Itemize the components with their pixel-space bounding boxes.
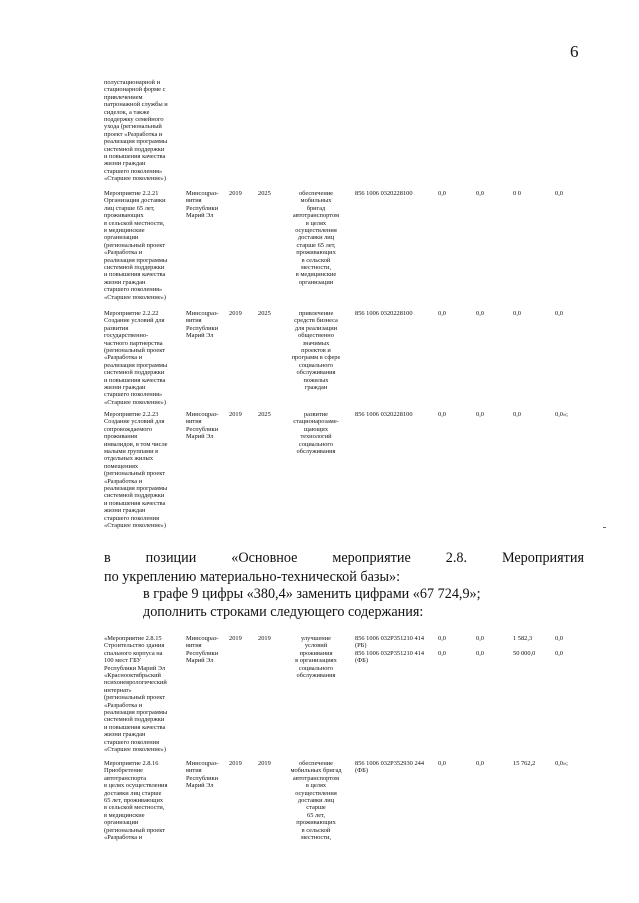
value-col7: 0,0 [438,190,446,197]
paragraph: дополнить строками следующего содержания: [143,604,424,620]
value-col8: 0,0 [476,310,484,317]
activity-description: полустационарной и стационарной форме с привлечением патронажной службы и сиделок, а также поддержку семейного ухода (региональный проект «Разработка и реализация программы системной поддержки и повышения качества жизни граждан старшего поколения» «Старшее поколение») [104,79,168,183]
responsible-executor: Минсоцраз- вития Республики Марий Эл [186,760,219,790]
responsible-executor: Минсоцраз- вития Республики Марий Эл [186,635,219,665]
start-year: 2019 [229,310,242,317]
value-col7: 0,0 [438,760,446,767]
value-col10: 0,0 0,0 [555,635,563,657]
value-col10: 0,0»; [555,760,568,767]
value-col7: 0,0 [438,411,446,418]
budget-code: 856 1006 032P351210 414 (РБ) 856 1006 032P351210 414 (ФБ) [355,635,425,665]
responsible-executor: Минсоцраз- вития Республики Марий Эл [186,310,219,340]
value-col9: 0 0 [513,190,521,197]
value-col7: 0,0 [438,310,446,317]
activity-description: Мероприятие 2.2.22 Создание условий для развития государственно- частного партнерства (региональный проект «Разработка и реализация программы системной поддержки и повышения качества жизни граждан старшего поколения» «Старшее поколение») [104,310,168,406]
value-col8: 0,0 [476,760,484,767]
start-year: 2019 [229,190,242,197]
expected-result: улучшение условий проживания в организациях социального обслуживания [295,635,337,680]
responsible-executor: Минсоцраз- вития Республики Марий Эл [186,190,219,220]
start-year: 2019 [229,411,242,418]
budget-code: 856 1006 0320228100 [355,310,413,317]
paragraph: в позиции «Основное мероприятие 2.8. Мероприятия [104,550,584,566]
value-col8: 0,0 [476,190,484,197]
activity-description: Мероприятие 2.8.16 Приобретение автотранспорта в целях осуществления доставки лиц старше 65 лет, проживающих в сельской местности, в медицинские организации (региональный проект «Разработка и [104,760,168,842]
budget-code: 856 1006 032P352930 244 (ФБ) [355,760,425,775]
value-col8: 0,0 [476,411,484,418]
expected-result: привлечение средств бизнеса для реализации общественно значимых проектов и программ в сфере социального обслуживания пожилых граждан [291,310,341,392]
page-number: 6 [570,42,579,61]
value-col7: 0,0 0,0 [438,635,446,657]
value-col10: 0,0 [555,310,563,317]
expected-result: обеспечение мобильных бригад автотранспортом в целях осуществления доставки лиц старше 65 лет, проживающих в сельской местности, в медицинские организации [292,190,340,286]
value-col8: 0,0 0,0 [476,635,484,657]
expected-result: обеспечение мобильных бригад автотранспортом в целях осуществления доставки лиц старше 65 лет, проживающих в сельской местности, [290,760,342,842]
end-year: 2019 [258,635,271,642]
value-col9: 0,0 [513,411,521,418]
value-col10: 0,0»; [555,411,568,418]
expected-result: развитие стационарозаме- щающих технологий социального обслуживания [293,411,339,456]
end-year: 2025 [258,310,271,317]
end-year: 2019 [258,760,271,767]
value-col9: 15 762,2 [513,760,536,767]
activity-description: «Мероприятие 2.8.15 Строительство здания спального корпуса на 100 мест ГБУ Республики Марий Эл «Краснооктябрьский психоневрологический интернат» (региональный проект «Разработка и реализация программы системной поддержки и повышения качества жизни граждан старшего поколения «Старшее поколение») [104,635,168,754]
start-year: 2019 [229,635,242,642]
budget-code: 856 1006 0320228100 [355,411,413,418]
value-col10: 0,0 [555,190,563,197]
paragraph: в графе 9 цифры «380,4» заменить цифрами «67 724,9»; [143,586,481,602]
value-col9: 0,0 [513,310,521,317]
scan-mark [603,527,606,528]
end-year: 2025 [258,411,271,418]
activity-description: Мероприятие 2.2.23 Создание условий для сопровождаемого проживания инвалидов, в том числе малыми группами в отдельных жилых помещениях (региональный проект «Разработка и реализация программы системной поддержки и повышения качества жизни граждан старшего поколения «Старшее поколение») [104,411,168,530]
paragraph: по укреплению материально-технической базы»: [104,569,401,585]
start-year: 2019 [229,760,242,767]
responsible-executor: Минсоцраз- вития Республики Марий Эл [186,411,219,441]
end-year: 2025 [258,190,271,197]
activity-description: Мероприятие 2.2.21 Организация доставки лиц старше 65 лет, проживающих в сельской местности, в медицинские организации (региональный проект «Разработка и реализация программы системной поддержки и повышения качества жизни граждан старшего поколения» «Старшее поколение») [104,190,168,301]
value-col9: 1 582,3 50 000,0 [513,635,536,657]
budget-code: 856 1006 0320228100 [355,190,413,197]
